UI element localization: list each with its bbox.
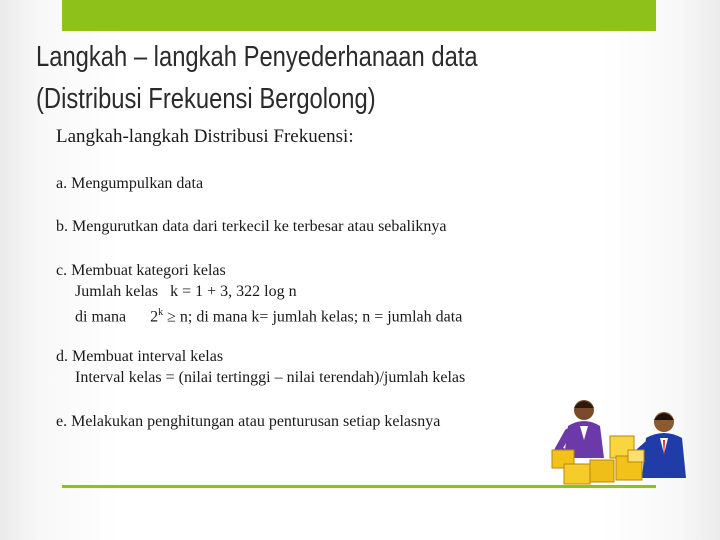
- list-item-a: [56, 173, 203, 194]
- slide-title: [36, 36, 569, 120]
- list-item-d-formula: Interval kelas = (nilai tertinggi – nilai terendah)/jumlah kelas: [75, 369, 466, 386]
- top-accent-bar: [62, 0, 656, 31]
- list-item-e: [56, 411, 440, 432]
- list-item-d: [56, 346, 465, 388]
- list-item-b: [56, 216, 447, 237]
- where-superscript: k: [158, 307, 164, 318]
- slide-title-line-2: (Distribusi Frekuensi Bergolong): [36, 83, 376, 115]
- slide-title-line-1: Langkah – langkah Penyederhanaan data: [36, 41, 478, 73]
- where-suffix: ≥ n; di mana k= jumlah kelas; n = jumlah data: [163, 308, 463, 326]
- list-item-c-where: [56, 302, 462, 327]
- slide-subtitle: Langkah-langkah Distribusi Frekuensi:: [56, 126, 354, 147]
- list-item-a-text: a. Mengumpulkan data: [56, 175, 204, 192]
- two-people-with-boxes-icon: [546, 392, 696, 488]
- list-item-c: [56, 260, 462, 327]
- list-item-b-text: b. Mengurutkan data dari terkecil ke terbesar atau sebaliknya: [56, 218, 447, 235]
- list-item-c-formula: Jumlah kelas k = 1 + 3, 322 log n: [75, 283, 297, 300]
- where-prefix: di mana 2: [75, 308, 159, 326]
- list-item-d-text: d. Membuat interval kelas: [56, 348, 224, 365]
- list-item-c-text: c. Membuat kategori kelas: [56, 262, 226, 279]
- list-item-e-text: e. Melakukan penghitungan atau penturusan setiap kelasnya: [56, 413, 441, 430]
